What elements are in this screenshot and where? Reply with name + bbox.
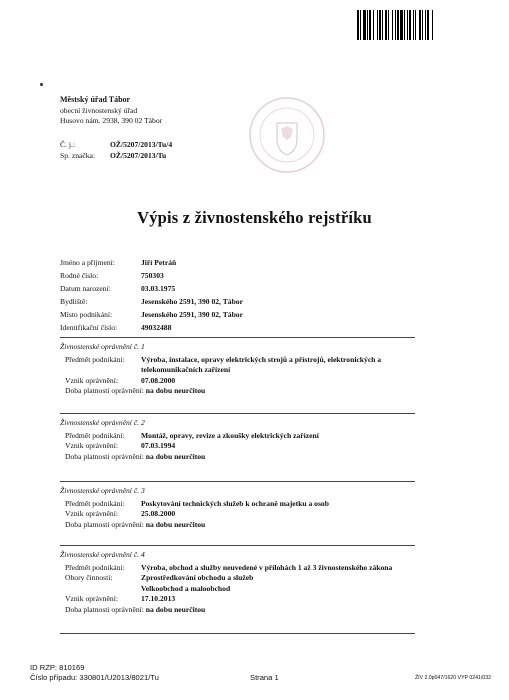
person-value: Jesenského 2591, 390 02, Tábor bbox=[141, 297, 243, 306]
divider bbox=[60, 481, 415, 482]
scan-dot bbox=[40, 83, 43, 86]
person-label: Identifikační číslo: bbox=[60, 323, 118, 332]
trade-license-section bbox=[60, 550, 415, 615]
sp-value: OŽ/5207/2013/Tu bbox=[110, 150, 167, 160]
origin-value: 07.03.1994 bbox=[141, 441, 176, 450]
barcode bbox=[357, 10, 489, 40]
person-row bbox=[60, 269, 243, 282]
person-row bbox=[60, 295, 243, 308]
field-of-activity: Zprostředkování obchodu a služeb bbox=[141, 573, 254, 582]
person-value: Jesenského 2591, 390 02, Tábor bbox=[141, 310, 243, 319]
trade-license-section bbox=[60, 418, 415, 462]
person-label: Jméno a příjmení: bbox=[60, 258, 115, 267]
subject-value: Poskytování technických služeb k ochraně majetku a osob bbox=[141, 498, 329, 508]
trade-license-section bbox=[60, 342, 415, 397]
validity-label: Doba platnosti oprávnění: bbox=[65, 451, 144, 461]
subject-label: Předmět podnikání: bbox=[65, 562, 125, 572]
section-heading: Živnostenské oprávnění č. 2 bbox=[60, 418, 145, 427]
section-heading: Živnostenské oprávnění č. 4 bbox=[60, 550, 145, 559]
form-code: ŽIV 2.0p047/1620 VYP 0241/032 bbox=[414, 675, 491, 681]
subject-label: Předmět podnikání: bbox=[65, 498, 125, 508]
page-number: Strana 1 bbox=[250, 673, 279, 682]
validity-label: Doba platnosti oprávnění: bbox=[65, 519, 144, 529]
person-label: Datum narození: bbox=[60, 284, 111, 293]
subject-label: Předmět podnikání: bbox=[65, 430, 125, 440]
origin-label: Vznik oprávnění: bbox=[65, 441, 118, 450]
official-stamp bbox=[247, 95, 327, 175]
section-heading: Živnostenské oprávnění č. 3 bbox=[60, 486, 145, 495]
divider bbox=[60, 633, 415, 634]
subject-value: Montáž, opravy, revize a zkoušky elektrických zařízení bbox=[141, 430, 319, 440]
cj-value: OŽ/5207/2013/Tu/4 bbox=[110, 140, 173, 149]
barcode-bar bbox=[433, 10, 434, 40]
validity-value: na dobu neurčitou bbox=[145, 519, 206, 529]
origin-label: Vznik oprávnění: bbox=[65, 375, 118, 385]
origin-value: 07.08.2000 bbox=[141, 375, 176, 385]
section-heading: Živnostenské oprávnění č. 1 bbox=[60, 342, 145, 351]
person-value: Jiří Petráň bbox=[141, 258, 177, 267]
sp-label: Sp. značka: bbox=[60, 150, 96, 160]
trade-license-section bbox=[60, 486, 415, 530]
person-label: Bydliště: bbox=[60, 297, 88, 306]
subject-value: Výroba, obchod a služby neuvedené v přílohách 1 až 3 živnostenského zákona bbox=[141, 562, 393, 572]
origin-label: Vznik oprávnění: bbox=[65, 509, 118, 518]
issuing-office bbox=[60, 95, 162, 127]
document-title: Výpis z živnostenského rejstříku bbox=[137, 208, 372, 227]
validity-value: na dobu neurčitou bbox=[145, 451, 206, 461]
footer-ids bbox=[30, 663, 159, 683]
cj-label: Č. j.: bbox=[60, 140, 75, 149]
field-of-activity: Velkoobchod a maloobchod bbox=[141, 583, 231, 593]
person-label: Místo podnikání: bbox=[60, 310, 113, 319]
person-row bbox=[60, 321, 243, 334]
person-label: Rodné číslo: bbox=[60, 271, 99, 280]
office-name: Městský úřad Tábor bbox=[60, 95, 131, 104]
person-value: 750303 bbox=[141, 271, 164, 280]
divider bbox=[60, 545, 415, 546]
validity-value: na dobu neurčitou bbox=[145, 386, 206, 395]
office-address: Husovo nám. 2938, 390 02 Tábor bbox=[60, 116, 163, 125]
person-row bbox=[60, 282, 243, 295]
origin-value: 25.08.2000 bbox=[141, 509, 176, 518]
person-value: 03.03.1975 bbox=[141, 284, 176, 293]
subject-value: Výroba, instalace, opravy elektrických strojů a přístrojů, elektronických a telekomunikačních zařízení bbox=[141, 354, 382, 374]
office-department: obecní živnostenský úřad bbox=[60, 105, 138, 115]
person-row bbox=[60, 256, 243, 269]
divider bbox=[60, 337, 415, 338]
personal-data bbox=[60, 256, 243, 334]
origin-value: 17.10.2013 bbox=[141, 594, 176, 603]
person-value: 49032488 bbox=[141, 323, 172, 332]
validity-value: na dobu neurčitou bbox=[145, 604, 206, 614]
origin-label: Vznik oprávnění: bbox=[65, 594, 118, 603]
case-number: Číslo případu: 330801/U2013/8021/Tu bbox=[30, 673, 159, 682]
validity-label: Doba platnosti oprávnění: bbox=[65, 386, 144, 395]
fields-label: Obory činnosti: bbox=[65, 573, 113, 582]
divider bbox=[60, 413, 415, 414]
subject-label: Předmět podnikání: bbox=[65, 354, 125, 364]
person-row bbox=[60, 308, 243, 321]
reference-numbers bbox=[60, 140, 172, 161]
validity-label: Doba platnosti oprávnění: bbox=[65, 604, 144, 614]
id-rzp: ID RZP: 810169 bbox=[30, 663, 85, 672]
